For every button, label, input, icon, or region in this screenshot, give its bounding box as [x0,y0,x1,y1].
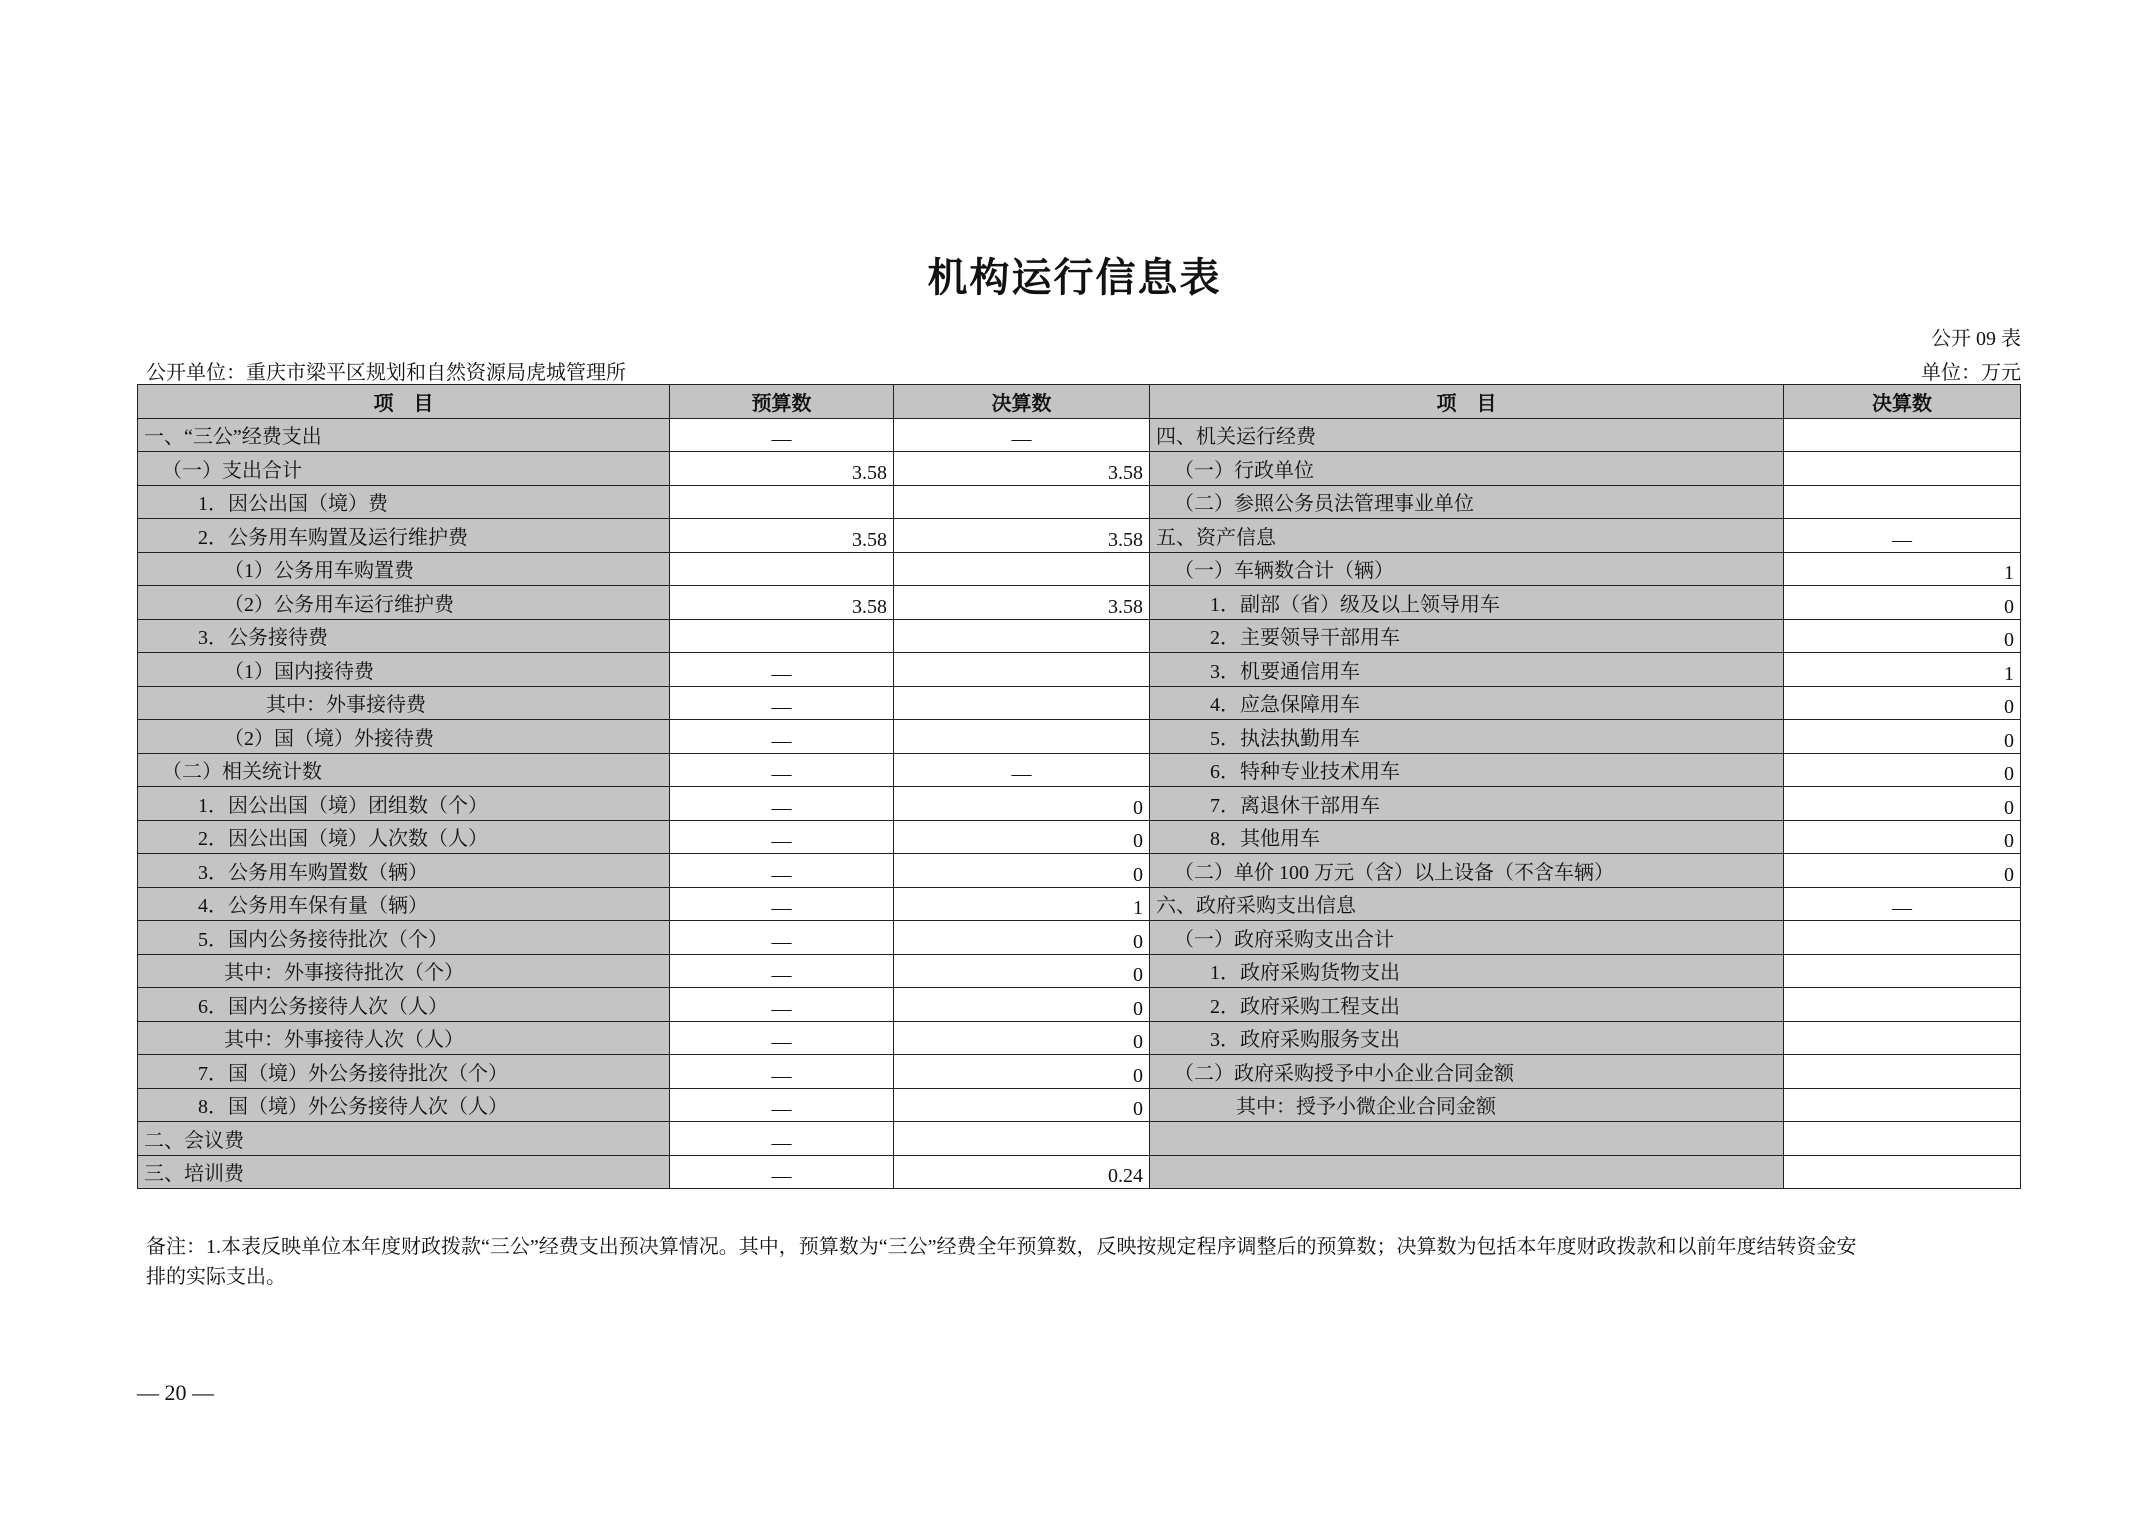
final-value: 3.58 [894,452,1150,486]
right-final-value [1784,1088,2021,1122]
right-row-label: （一）行政单位 [1150,452,1784,486]
right-row-label: 四、机关运行经费 [1150,418,1784,452]
table-row [138,1021,2021,1055]
final-value: 1 [894,887,1150,921]
table-row [138,619,2021,653]
right-final-value [1784,1155,2021,1189]
table-row [138,954,2021,988]
footnote-line: 备注：1.本表反映单位本年度财政拨款“三公”经费支出预决算情况。其中，预算数为“三公”经费全年预算数，反映按规定程序调整后的预算数；决算数为包括本年度财政拨款和以前年度结转资金安 [146,1236,1857,1258]
final-value: — [894,753,1150,787]
right-final-value [1784,1055,2021,1089]
right-row-label: 五、资产信息 [1150,519,1784,553]
row-label: 一、“三公”经费支出 [138,418,670,452]
budget-value: — [670,686,894,720]
budget-value: — [670,1055,894,1089]
right-row-label: 其中：授予小微企业合同金额 [1150,1088,1784,1122]
row-label: 1．因公出国（境）费 [138,485,670,519]
header-final-right: 决算数 [1784,385,2021,419]
right-final-value [1784,452,2021,486]
row-label: 其中：外事接待人次（人） [138,1021,670,1055]
header-final: 决算数 [894,385,1150,419]
header-item-right: 项 目 [1150,385,1784,419]
budget-value: 3.58 [670,452,894,486]
budget-value: — [670,720,894,754]
row-label: 4．公务用车保有量（辆） [138,887,670,921]
footnote-line: 排的实际支出。 [146,1266,286,1288]
final-value: 0 [894,820,1150,854]
budget-value: 3.58 [670,519,894,553]
right-row-label: 5．执法执勤用车 [1150,720,1784,754]
right-final-value [1784,418,2021,452]
row-label: 5．国内公务接待批次（个） [138,921,670,955]
right-final-value: 0 [1784,586,2021,620]
final-value [894,1122,1150,1156]
page-title: 机构运行信息表 [927,255,1222,301]
right-row-label: 3．机要通信用车 [1150,653,1784,687]
row-label: （1）国内接待费 [138,653,670,687]
right-row-label: 7．离退休干部用车 [1150,787,1784,821]
right-row-label: 2．政府采购工程支出 [1150,988,1784,1022]
right-row-label: （一）政府采购支出合计 [1150,921,1784,955]
row-label: （2）公务用车运行维护费 [138,586,670,620]
row-label: 其中：外事接待批次（个） [138,954,670,988]
right-row-label: （二）参照公务员法管理事业单位 [1150,485,1784,519]
final-value: 0 [894,854,1150,888]
right-final-value: 0 [1784,619,2021,653]
table-row [138,418,2021,452]
final-value: 0 [894,954,1150,988]
budget-value: — [670,988,894,1022]
budget-value: — [670,1021,894,1055]
reporting-unit: 公开单位：重庆市梁平区规划和自然资源局虎城管理所 [146,362,626,384]
right-final-value [1784,1021,2021,1055]
form-number: 公开 09 表 [1931,328,2021,350]
table-row [138,720,2021,754]
right-final-value: 1 [1784,552,2021,586]
table-row [138,887,2021,921]
right-final-value [1784,954,2021,988]
right-final-value: — [1784,887,2021,921]
row-label: 1．因公出国（境）团组数（个） [138,787,670,821]
final-value [894,619,1150,653]
budget-value: — [670,418,894,452]
row-label: 3．公务接待费 [138,619,670,653]
table-row [138,519,2021,553]
right-row-label: 1．副部（省）级及以上领导用车 [1150,586,1784,620]
operation-info-table [137,384,2021,1189]
final-value: 0 [894,988,1150,1022]
final-value: 0 [894,921,1150,955]
table-row [138,820,2021,854]
right-row-label: （一）车辆数合计（辆） [1150,552,1784,586]
table-row [138,485,2021,519]
right-row-label: 8．其他用车 [1150,820,1784,854]
row-label: （2）国（境）外接待费 [138,720,670,754]
table-row [138,653,2021,687]
final-value: 0.24 [894,1155,1150,1189]
final-value [894,720,1150,754]
final-value: — [894,418,1150,452]
final-value [894,686,1150,720]
budget-value: — [670,921,894,955]
row-label: （1）公务用车购置费 [138,552,670,586]
right-row-label: （二）政府采购授予中小企业合同金额 [1150,1055,1784,1089]
table-row [138,753,2021,787]
table-row [138,552,2021,586]
right-row-label: 4．应急保障用车 [1150,686,1784,720]
budget-value [670,552,894,586]
right-row-label [1150,1122,1784,1156]
final-value: 0 [894,1021,1150,1055]
right-final-value: 0 [1784,854,2021,888]
row-label: 7．国（境）外公务接待批次（个） [138,1055,670,1089]
final-value: 0 [894,1055,1150,1089]
budget-value: — [670,887,894,921]
header-budget: 预算数 [670,385,894,419]
right-final-value [1784,1122,2021,1156]
table-row [138,586,2021,620]
budget-value [670,485,894,519]
right-row-label: 3．政府采购服务支出 [1150,1021,1784,1055]
right-final-value: 0 [1784,720,2021,754]
row-label: 6．国内公务接待人次（人） [138,988,670,1022]
right-row-label: （二）单价 100 万元（含）以上设备（不含车辆） [1150,854,1784,888]
final-value: 3.58 [894,519,1150,553]
table-row [138,452,2021,486]
right-row-label: 2．主要领导干部用车 [1150,619,1784,653]
right-final-value: 1 [1784,653,2021,687]
right-row-label: 1．政府采购货物支出 [1150,954,1784,988]
table-row [138,1122,2021,1156]
table-row [138,686,2021,720]
table-row [138,854,2021,888]
right-final-value [1784,485,2021,519]
table-row [138,921,2021,955]
row-label: 其中：外事接待费 [138,686,670,720]
budget-value: — [670,1122,894,1156]
right-final-value: 0 [1784,753,2021,787]
budget-value: — [670,1088,894,1122]
right-row-label [1150,1155,1784,1189]
table-row [138,1055,2021,1089]
footnote [146,1232,2016,1292]
table-row [138,1155,2021,1189]
budget-value: — [670,954,894,988]
right-final-value: 0 [1784,686,2021,720]
budget-value: — [670,653,894,687]
row-label: 3．公务用车购置数（辆） [138,854,670,888]
right-row-label: 六、政府采购支出信息 [1150,887,1784,921]
table-row [138,988,2021,1022]
right-row-label: 6．特种专业技术用车 [1150,753,1784,787]
right-final-value [1784,921,2021,955]
page-number: — 20 — [137,1380,214,1405]
row-label: 三、培训费 [138,1155,670,1189]
budget-value: — [670,787,894,821]
right-final-value [1784,988,2021,1022]
budget-value: — [670,753,894,787]
final-value: 3.58 [894,586,1150,620]
right-final-value: — [1784,519,2021,553]
final-value: 0 [894,787,1150,821]
currency-unit: 单位：万元 [1921,362,2021,384]
row-label: （一）支出合计 [138,452,670,486]
row-label: （二）相关统计数 [138,753,670,787]
budget-value: — [670,820,894,854]
header-item: 项 目 [138,385,670,419]
budget-value: — [670,854,894,888]
budget-value: — [670,1155,894,1189]
budget-value [670,619,894,653]
row-label: 2．因公出国（境）人次数（人） [138,820,670,854]
budget-value: 3.58 [670,586,894,620]
row-label: 2．公务用车购置及运行维护费 [138,519,670,553]
final-value: 0 [894,1088,1150,1122]
table-row [138,1088,2021,1122]
final-value [894,485,1150,519]
row-label: 8．国（境）外公务接待人次（人） [138,1088,670,1122]
right-final-value: 0 [1784,820,2021,854]
final-value [894,653,1150,687]
right-final-value: 0 [1784,787,2021,821]
row-label: 二、会议费 [138,1122,670,1156]
table-row [138,787,2021,821]
table-header-row [138,385,2021,419]
final-value [894,552,1150,586]
